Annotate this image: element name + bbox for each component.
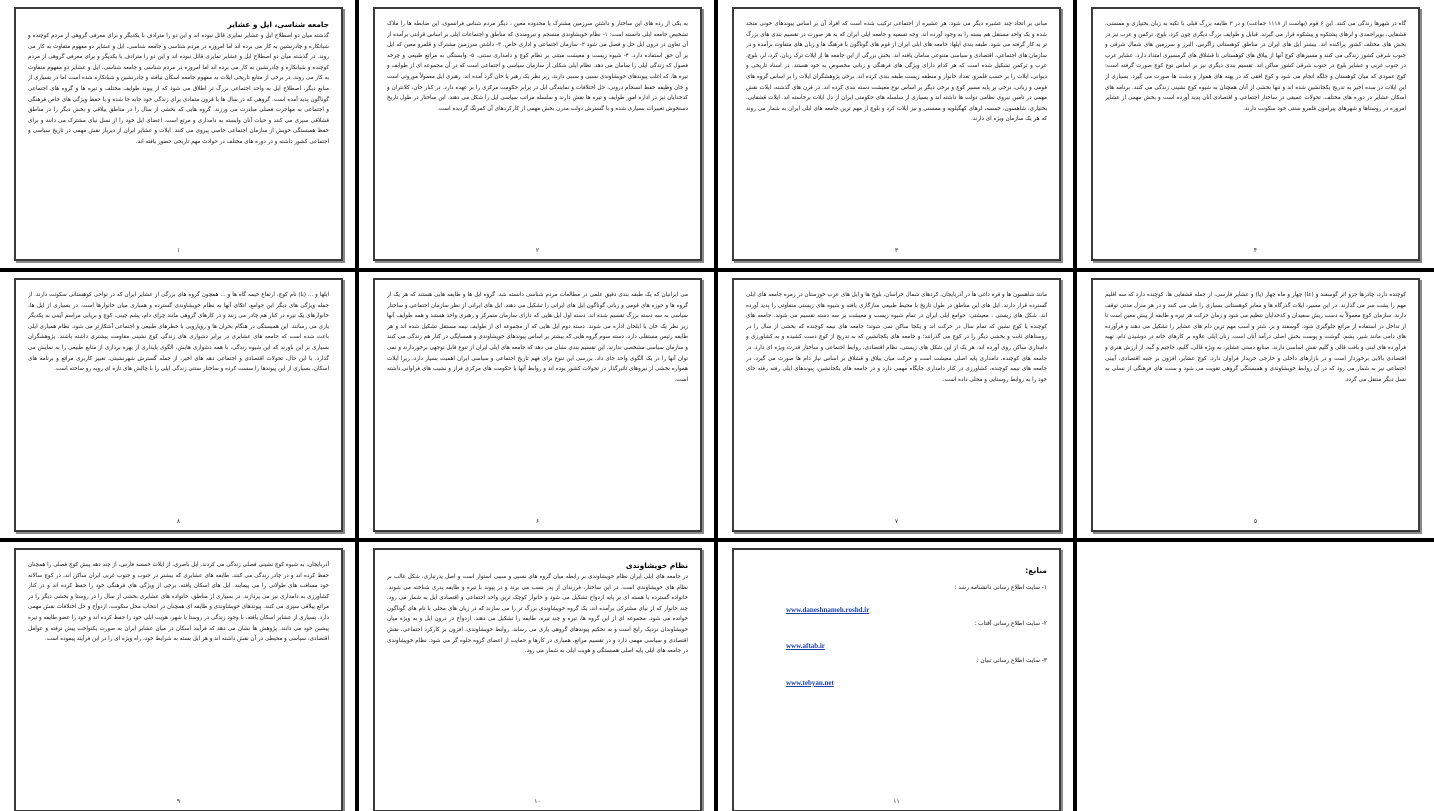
page-text [1105,19,1406,237]
references-title: منابع: [1025,566,1047,575]
reference-link[interactable]: www.tebyan.net [786,678,834,687]
page-cell-9 [0,542,355,811]
page-body: آذربایجان، به شیوه کوچ نشینی فصلی زندگی می کردند. ایل باصری، از ایلات خمسه فارس، از چند دهه پیش کوچ فصلی را همچنان حفظ کرده اند و در چادر زندگی می کنند. طایفه های عشایری که بیشتر در جنوب و جنوب غربی ایران ساکن اند، در کوچ سالانه خود مسافت های طولانی را می پیمایند. ایل های اسکان یافته، برخی از ویژگی های فرهنگی خود را حفظ کرده اند و در کنار کشاورزی به دامداری نیز می پردازند. در بسیاری از مناطق، خانواده های عشایری بخشی از سال را در روستا و بخشی دیگر را در مراتع ییلاقی سپری می کنند. پیوندهای خویشاوندی و طایفه ای همچنان در انتخاب محل سکونت، ازدواج و حل اختلافات نقش مهمی دارد. بسیاری از عشایر اسکان یافته، با وجود زندگی در روستا یا شهر، هویت ایلی خود را حفظ کرده اند و خود را عضو طایفه و تیره پیشین خود می دانند. پژوهش ها نشان می دهد که فرآیند اسکان در میان عشایر ایران به صورت یکنواخت پیش نرفته و عوامل اقتصادی، سیاسی و محیطی در آن نقش داشته اند و هر ایل بسته به شرایط خود، راه ویژه ای را در این فرآیند پیموده است. [28,562,329,643]
page-text [746,290,1047,508]
page-body: گاه در شهرها زندگی می کنند. این ۶ قوم (بهاست از ۱۱۱۸ جماعت) و در ۳ طایفه بزرگ قبلی با تکیه به زبان بختیاری و ممسنی، قشقایی، بویراحمدی و لرهای پشتکوه و پیشکوه قرار می گیرند. قبایل و طوایف بزرگ دیگری چون کرد، بلوچ، ترکمن و عرب نیز در بخش های مختلف کشور پراکنده اند. بیشتر ایل های ایران در مناطق کوهستانی زاگرس، البرز و سرزمین های شمال شرقی و جنوب شرقی کشور زندگی می کنند و مسیرهای کوچ آنها از ییلاق های کوهستانی تا قشلاق های گرمسیری امتداد دارد. عشایر عرب در جنوب غربی و عشایر بلوچ در جنوب شرقی کشور ساکن اند. تقسیم بندی دیگری نیز بر اساس نوع کوچ صورت گرفته است: کوچ عمودی که میان کوهستان و جلگه انجام می شود و کوچ افقی که در پهنه های هموار و دشت ها صورت می گیرد. بسیاری از این ایلات در سده اخیر به تدریج یکجانشین شده اند و تنها بخشی از آنان همچنان به شیوه کوچ نشینی زندگی می کنند. برنامه های اسکان عشایر در دوره های مختلف، تحولات عمیقی در ساختار اجتماعی و اقتصادی آنان پدید آورده است و بخش مهمی از عشایر امروزه در روستاها و شهرهای پیرامون قلمرو سنتی خود سکونت دارند. [1105,21,1406,112]
page-body: کوچنده دارد، چادرها جزو اثر گوسفند و (عا) چهار و ماه چهار (پا) و عشایر فارسی، از جمله قشقایی ها، کوچنده دارد که سه اقلیم مهم را پشت سر می گذارند. در این مسیر، ایلات گذرگاه ها و معابر کوهستانی بسیاری را طی می کنند و در هر منزل مدتی توقف دارند. سازمان کوچ معمولاً به دست ریش سفیدان و کدخدایان تنظیم می شود و زمان حرکت هر تیره و طایفه از پیش معین است تا از تداخل در استفاده از مراتع جلوگیری شود. گوسفند و بز، شتر و اسب مهم ترین دام های عشایر را تشکیل می دهند و فرآورده های دامی مانند شیر، پشم، گوشت و پوست بخش اصلی درآمد آنان است. زنان ایلی علاوه بر کارهای خانه در دوشیدن دام، تهیه فرآورده های لبنی و بافت قالی و گلیم نقش اساسی دارند. صنایع دستی عشایر، به ویژه قالی، گلیم، جاجیم و گبه، از ارزش هنری و اقتصادی بالایی برخوردار است و در بازارهای داخلی و خارجی خریدار فراوان دارد. کوچ عشایر، افزون بر جنبه اقتصادی، آیینی اجتماعی نیز به شمار می رود که در آن روابط خویشاوندی و همبستگی گروهی تقویت می شود و سنت های فرهنگی از نسلی به نسل دیگر منتقل می گردد. [1105,292,1406,383]
page-cell-7 [718,272,1073,538]
page-text [387,560,688,788]
page-body: مانند شاهسون ها و قره داغی ها در آذربایجان، کردهای شمال خراسان، بلوچ ها و ایل های عرب خوزستان در زمره جامعه های ایلی گسترده قرار دارند. ایل های این مناطق در طول تاریخ با محیط طبیعی سازگاری یافته و شیوه های زیستی متفاوتی را پدید آورده اند. شکل های زیستی ، معیشتی: جوامع ایلی ایران در تمام شیوه زیست و معیشت بر سه دسته تقسیم می شوند. جامعه های کوچنده یا کوچ نشین که تمام سال در حرکت اند و یکجا ساکن نمی شوند؛ جامعه های نیمه کوچنده که بخشی از سال را در روستاهای ثابت و بخشی دیگر را در کوچ می گذرانند؛ و جامعه های یکجانشین که به تدریج از کوچ دست کشیده و به کشاورزی و دامداری ساکن روی آورده اند. هر یک از این شکل های زیستی، نظام اقتصادی، روابط اجتماعی و ساختار قدرت ویژه ای دارد. در جامعه های کوچنده، دامداری پایه اصلی معیشت است و حرکت میان ییلاق و قشلاق بر اساس نیاز دام ها صورت می گیرد. در جامعه های نیمه کوچنده، کشاورزی در کنار دامداری جایگاه مهمی دارد و در جامعه های یکجانشین، پیوندهای ایلی رفته رفته جای خود را به روابط روستایی و محلی داده است. [746,292,1047,383]
page-cell-5 [0,272,355,538]
page-body: ایلها و ... (با) نام کوچ، ارتفاع خیمه گاه ها و ... همچون گروه های بزرگی از عشایر ایران که در نواحی کوهستانی سکونت دارند. از جمله ویژگی های دیگر این جوامع، اتکای آنها به نظام خویشاوندی گسترده و همیاری میان خانوارها است. در بسیاری از ایل ها، خانوارهای یک تیره در کنار هم چادر می زنند و در کارهای گروهی مانند چرای دام، پشم چینی، کوچ و برپایی مراسم آیینی به یکدیگر یاری می رسانند. این همبستگی در هنگام بحران ها و رویارویی با خطرهای طبیعی و اجتماعی آشکارتر می شود. نظام همیاری ایلی باعث شده است که جامعه های عشایری در برابر دشواری های زندگی کوچ نشینی مقاومت بیشتری داشته باشند. پژوهشگران بسیاری بر این باورند که این شیوه زندگی، با همه دشواری هایش، الگوی پایداری از بهره برداری از منابع طبیعی را به نمایش می گذارد. با این حال، تحولات اقتصادی و اجتماعی دهه های اخیر، از جمله گسترش شهرنشینی، تغییر کاربری مراتع و برنامه های اسکان، بسیاری از این پیوندها را سست کرده و ساختار سنتی زندگی ایلی را با چالش های تازه ای روبه رو ساخته است. [28,292,329,373]
page-body: به یکی از رده های این ساختار و داشتن سرزمین مشترک یا محدوده معین ، دیگر مردم شناس فرانسوی، این ضابطه ها را ملاک تشخیص جامعه ایلی دانسته است: ۱- نظام خویشاوندی منسجم و نیرومندی که مناطق و اجتماعات ایلی بر اساس قرابتی برآمده از آن تعاون در درون ایل حل و فصل می شود ۲- سازمان اجتماعی و اداری خاص. ۳- داشتن سرزمین مشترک و قلمرو معین که ایل بر آن حق استفاده دارد. ۴- شیوه زیست و معیشت مبتنی بر نظام کوچ و دامداری سنتی. ۵- وابستگی به مراتع طبیعی و چرخه فصول که زندگی ایلی را سامان می دهد. نظام ایلی شکلی از سازمان سیاسی و اجتماعی است که در آن مجموعه ای از طوایف و تیره ها، که اغلب پیوندهای خویشاوندی نسبی و سببی دارند، زیر نظر یک رهبر یا خان گرد آمده اند. رهبری ایل معمولاً موروثی است و خان وظیفه حفظ انسجام درونی، حل اختلافات و نمایندگی ایل در برابر حکومت مرکزی را بر عهده دارد. در کنار خان، کلانتران و کدخدایان نیز در اداره امور طوایف و تیره ها نقش دارند و سلسله مراتب سیاسی ایل را شکل می دهند. این ساختار در طول تاریخ دستخوش تغییرات بسیاری شده و با گسترش دولت مدرن بخش مهمی از کارکردهای آن کمرنگ گردیده است. [387,21,688,112]
page-number: ۱ [176,247,181,254]
page-cell-11 [718,542,1073,811]
page-cell-6 [359,272,714,538]
reference-label: ۲- سایت اطلاع رسانی آفتاب : [974,621,1047,628]
page-cell-3 [718,0,1073,268]
page-text [1105,290,1406,508]
page-number: ۷ [894,518,899,525]
page-number: ۳ [894,247,899,254]
page-frame [14,278,343,532]
page-number: ۲ [535,247,540,254]
page-frame [1091,7,1420,261]
page-number: ۱۱ [893,798,900,805]
page-frame [14,548,343,811]
page-text [28,290,329,508]
page-number: ۹ [176,798,181,805]
page-frame [14,7,343,261]
page-frame [732,7,1061,261]
page-number: ۱۰ [534,798,541,805]
page-text [387,19,688,237]
empty-cell [1077,542,1434,811]
page-body: مبانی بر اتحاد چند عشیره دیگر می شود. هر عشیره از اجتماعی ترکیب شده است که افراد آن بر اساس پیوندهای خونی متحد شده و یک واحد مستقل هم بسته را به وجود آورده اند. وجه تسمیه و جامعه ایلی ایران که به هر صورت در تقسیم بندی های بزرگ تر به کار گرفته می شود. طبقه بندی ایلها: جامعه های ایلی ایران از قوم های گوناگون با فرهنگ ها و زبان های متفاوت برآمده و در سازمان های اجتماعی، اقتصادی و سیاسی متنوعی سامان یافته اند. بخش بزرگی از این جامعه ها از ایلات ترک زبان، کرد، لر، بلوچ، عرب و ترکمن تشکیل شده است که هر کدام دارای ویژگی های فرهنگی و زبانی مخصوص به خود هستند. در اسناد تاریخی و دیوانی، ایلات را بر حسب قلمرو، تعداد خانوار و منطقه زیست طبقه بندی کرده اند. برخی پژوهشگران ایلات را بر اساس گروه های قومی و زبانی، برخی بر پایه مسیر کوچ و برخی دیگر بر اساس نوع معیشت دسته بندی کرده اند. در قرن های گذشته، ایلات نقش مهمی در تامین نیروی نظامی دولت ها داشته اند و بسیاری از سلسله های حکومتی ایران از دل ایلات برخاسته اند. ایلات قشقایی، بختیاری، شاهسون، خمسه، لرهای کهگیلویه و ممسنی و نیز ایلات کرد و بلوچ از مهم ترین جامعه های ایلی ایران به شمار می روند که هر یک سازمان ویژه ای دارند. [746,21,1047,123]
page-text [387,290,688,508]
page-cell-2 [359,0,714,268]
page-heading: نظام خویشاوندی [625,561,688,570]
page-number: ۸ [176,518,181,525]
page-number: ۵ [1253,518,1258,525]
page-frame [1091,278,1420,532]
page-cell-4 [1077,0,1434,268]
page-body: در جامعه های ایلی ایران نظام خویشاوندی بر رابطه میان گروه های نسبی و سببی استوار است و اصل پدرتباری، شکل غالب بر نظام های خویشاوندی است. در این ساختار، فرزندان از پدر نسب می برند و در پیوند با تیره و طایفه پدری شناخته می شوند. خانواده گسترده یا هسته ای بر پایه ازدواج تشکیل می شود و خانوار کوچک ترین واحد اجتماعی و اقتصادی ایل به شمار می رود. چند خانوار که از نیای مشترکی برآمده اند، یک گروه خویشاوندی بزرگ تر را می سازند که در زبان های محلی با نام های گوناگون خوانده می شود. مجموعه ای از این گروه ها، تیره و چند تیره، طایفه را تشکیل می دهند. ازدواج در درون ایل و به ویژه میان خویشاوندان نزدیک رایج است و به تحکیم پیوندهای گروهی یاری می رساند. روابط خویشاوندی، افزون بر کارکرد اجتماعی، نقش اقتصادی و سیاسی مهمی دارد و در تقسیم مراتع، همیاری در کارها و حمایت از اعضای گروه جلوه گر می شود. نظام خویشاوندی در جامعه های ایلی پایه اصلی همبستگی و هویت ایلی به شمار می رود. [387,574,688,655]
references-section [746,566,1047,788]
page-heading: جامعه شناسی، ایل و عشایر [227,20,329,29]
page-frame [373,7,702,261]
page-body: می ایرانیان که یک طبقه بندی دقیق علمی در مطالعات مردم شناسی دانسته شد. گروه ایل ها و طایفه هایی هستند که هر یک از گروه ها و حوزه های قومی و زبانی گوناگون ایل های ایرانی را تشکیل می دهند. ایل های ایرانی از نظر سازمان اجتماعی و ساختار سیاسی به سه دسته بزرگ تقسیم شده اند. دسته اول ایل هایی که دارای سازمان متمرکز و رهبری واحد هستند و همه طوایف آنها زیر نظر یک خان یا ایلخان اداره می شوند. دسته دوم ایل هایی که از مجموعه ای از طوایف نیمه مستقل تشکیل شده اند و هر طایفه رئیس مستقلی دارد. دسته سوم گروه هایی که بیشتر بر اساس پیوندهای خویشاوندی و همسایگی در کنار هم زندگی می کنند و سازمان سیاسی مشخصی ندارند. این تقسیم بندی نشان می دهد که جامعه های ایلی ایران از تنوع قابل توجهی برخوردارند و نمی توان آنها را در یک الگوی واحد جای داد. بررسی این تنوع برای فهم تاریخ اجتماعی و سیاسی ایران اهمیت بسیار دارد، زیرا ایلات همواره بخشی از نیروهای تاثیرگذار در تحولات کشور بوده اند و روابط آنها با حکومت های مرکزی فراز و نشیب های فراوانی داشته است. [387,292,688,383]
page-frame [373,278,702,532]
page-frame [373,548,702,811]
reference-label: ۳- سایت اطلاع رسانی تبیان : [976,657,1047,664]
page-cell-1 [0,0,355,268]
page-number: ۶ [535,518,540,525]
page-text [746,19,1047,237]
page-body: گذشته میان دو اصطلاح ایل و عشایر تمایزی قائل نبوده اند و این دو را مترادف با یکدیگر و برای معرفی گروهی از مردم کوچنده و شبانکاره و چادرنشین به کار می برده اند اما امروزه در مردم شناسی و جامعه شناسی، ایل و عشایر دو مفهوم متفاوت به کار می روند. در گذشته میان دو اصطلاح ایل و عشایر تمایزی قائل نبوده اند و این دو را مترادف با یکدیگر و برای معرفی گروهی از مردم کوچنده و شبانکاره و چادرنشین به کار می برده اند اما امروزه در مردم شناسی و جامعه شناسی، ایل و عشایر دو مفهوم متفاوت به کار می روند. در برخی از منابع تاریخی ایلات به مفهوم جامعه اسکان نیافته و چادرنشین و شبانکاره شده است اما در بسیاری از منابع دیگر، اصطلاح ایل به واحد اجتماعی بزرگ تر اطلاق می شود که از پیوند طوایف مختلف و تیره ها و گروه های اجتماعی گوناگون پدید آمده است. گروهی که در سال ها یا قرون متمادی برای زندگی خود جابه جا شده و با حفظ ویژگی های خاص فرهنگی و اجتماعی به مهاجرت فصلی مبادرت می ورزند. گروه هایی که بخشی از سال را در مناطق ییلاقی و بخش دیگر را در مناطق قشلاقی سپری می کنند و حیات آنان وابسته به دامداری و مرتع است. اعضای ایل خود را از نسل نیای مشترک می دانند و برای حفظ همبستگی خویش از سازمان اجتماعی خاصی پیروی می کنند. ایلات و عشایر ایران از دیرباز نقش مهمی در تاریخ سیاسی و اجتماعی کشور داشته و در دوره های مختلف در حوادث مهم تاریخی حضور یافته اند. [28,33,329,145]
page-frame [732,548,1061,811]
page-text [28,560,329,788]
page-text [28,19,329,237]
page-cell-8 [1077,272,1434,538]
reference-link[interactable]: www.aftab.ir [786,642,825,651]
reference-label: ۱- سایت اطلاع رسانی دانشنامه رشد : [954,584,1047,591]
page-cell-10 [359,542,714,811]
page-frame [732,278,1061,532]
reference-link[interactable]: www.daneshnameh.roshd.ir [786,605,870,614]
page-number: ۴ [1253,247,1258,254]
